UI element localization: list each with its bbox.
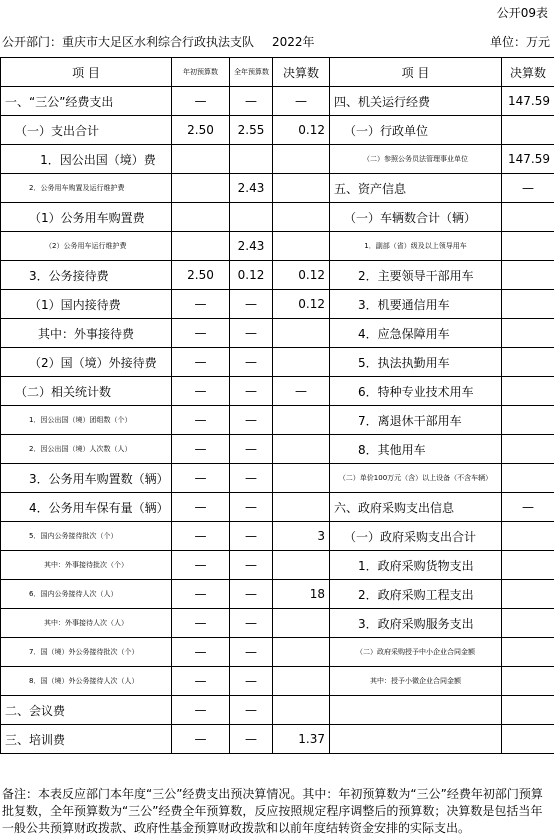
col-header-final-right: 决算数 bbox=[502, 58, 554, 87]
full-year-budget-cell: — bbox=[230, 464, 273, 493]
report-year: 2022年 bbox=[272, 35, 315, 49]
final-cell: 0.12 bbox=[273, 116, 330, 145]
table-row bbox=[1, 348, 554, 377]
table-row bbox=[1, 174, 554, 203]
right-final-cell bbox=[502, 290, 554, 319]
final-cell bbox=[273, 348, 330, 377]
row-item: 一、“三公”经费支出 bbox=[1, 87, 172, 116]
final-cell bbox=[273, 319, 330, 348]
table-row bbox=[1, 667, 554, 696]
right-final-cell bbox=[502, 348, 554, 377]
table-row bbox=[1, 522, 554, 551]
initial-budget-cell: — bbox=[172, 493, 230, 522]
right-final-cell bbox=[502, 725, 554, 754]
full-year-budget-cell: — bbox=[230, 609, 273, 638]
right-final-cell bbox=[502, 203, 554, 232]
right-item: 2．主要领导干部用车 bbox=[330, 261, 502, 290]
right-item: 2．政府采购工程支出 bbox=[330, 580, 502, 609]
row-item: 4．公务用车保有量（辆） bbox=[1, 493, 172, 522]
right-item: （一）行政单位 bbox=[330, 116, 502, 145]
full-year-budget-cell: — bbox=[230, 580, 273, 609]
right-final-cell: — bbox=[502, 174, 554, 203]
right-item: 4．应急保障用车 bbox=[330, 319, 502, 348]
table-row bbox=[1, 87, 554, 116]
col-header-item: 项 目 bbox=[1, 58, 172, 87]
right-item: （一）政府采购支出合计 bbox=[330, 522, 502, 551]
right-final-cell bbox=[502, 522, 554, 551]
right-item: 3．政府采购服务支出 bbox=[330, 609, 502, 638]
final-cell bbox=[273, 493, 330, 522]
initial-budget-cell bbox=[172, 232, 230, 261]
row-item: （1）国内接待费 bbox=[1, 290, 172, 319]
full-year-budget-cell: — bbox=[230, 551, 273, 580]
table-row bbox=[1, 377, 554, 406]
initial-budget-cell: — bbox=[172, 522, 230, 551]
right-final-cell bbox=[502, 638, 554, 667]
full-year-budget-cell bbox=[230, 203, 273, 232]
right-item: 六、政府采购支出信息 bbox=[330, 493, 502, 522]
initial-budget-cell: — bbox=[172, 406, 230, 435]
row-item: 2．公务用车购置及运行维护费 bbox=[1, 174, 172, 203]
right-item: （一）车辆数合计（辆） bbox=[330, 203, 502, 232]
initial-budget-cell: — bbox=[172, 348, 230, 377]
right-item: 8．其他用车 bbox=[330, 435, 502, 464]
row-item: 其中：外事接待批次（个） bbox=[1, 551, 172, 580]
initial-budget-cell: — bbox=[172, 464, 230, 493]
table-row bbox=[1, 435, 554, 464]
initial-budget-cell: — bbox=[172, 377, 230, 406]
table-number: 公开09表 bbox=[496, 6, 548, 20]
full-year-budget-cell: — bbox=[230, 87, 273, 116]
row-item: 1．因公出国（境）费 bbox=[1, 145, 172, 174]
table-row bbox=[1, 464, 554, 493]
final-cell bbox=[273, 145, 330, 174]
table-row bbox=[1, 319, 554, 348]
right-final-cell: 147.59 bbox=[502, 145, 554, 174]
right-final-cell bbox=[502, 609, 554, 638]
initial-budget-cell bbox=[172, 145, 230, 174]
row-item: （1）公务用车购置费 bbox=[1, 203, 172, 232]
initial-budget-cell: — bbox=[172, 638, 230, 667]
row-item: 三、培训费 bbox=[1, 725, 172, 754]
initial-budget-cell: — bbox=[172, 696, 230, 725]
row-item: 2．因公出国（境）人次数（人） bbox=[1, 435, 172, 464]
right-final-cell bbox=[502, 667, 554, 696]
initial-budget-cell: — bbox=[172, 435, 230, 464]
table-row bbox=[1, 696, 554, 725]
right-final-cell bbox=[502, 319, 554, 348]
full-year-budget-cell: — bbox=[230, 493, 273, 522]
right-item: 1．政府采购货物支出 bbox=[330, 551, 502, 580]
row-item: 1．因公出国（境）团组数（个） bbox=[1, 406, 172, 435]
col-header-item-right: 项 目 bbox=[330, 58, 502, 87]
initial-budget-cell: — bbox=[172, 609, 230, 638]
table-row bbox=[1, 116, 554, 145]
three-public-expenses-table bbox=[0, 57, 554, 754]
initial-budget-cell: — bbox=[172, 87, 230, 116]
right-final-cell bbox=[502, 435, 554, 464]
right-item: 3．机要通信用车 bbox=[330, 290, 502, 319]
row-item: 3．公务用车购置数（辆） bbox=[1, 464, 172, 493]
department-name: 公开部门：重庆市大足区水利综合行政执法支队 bbox=[2, 35, 255, 49]
full-year-budget-cell: — bbox=[230, 696, 273, 725]
table-row bbox=[1, 203, 554, 232]
initial-budget-cell bbox=[172, 174, 230, 203]
full-year-budget-cell: — bbox=[230, 522, 273, 551]
unit-label: 单位：万元 bbox=[489, 35, 550, 49]
row-item: 6．国内公务接待人次（人） bbox=[1, 580, 172, 609]
final-cell: 0.12 bbox=[273, 290, 330, 319]
col-header-final: 决算数 bbox=[273, 58, 330, 87]
table-row bbox=[1, 725, 554, 754]
table-header-row bbox=[1, 58, 554, 87]
row-item: （2）公务用车运行维护费 bbox=[1, 232, 172, 261]
table-row bbox=[1, 638, 554, 667]
full-year-budget-cell: — bbox=[230, 377, 273, 406]
row-item: （二）相关统计数 bbox=[1, 377, 172, 406]
right-item: 6．特种专业技术用车 bbox=[330, 377, 502, 406]
initial-budget-cell: 2.50 bbox=[172, 116, 230, 145]
row-item: 3．公务接待费 bbox=[1, 261, 172, 290]
final-cell: — bbox=[273, 87, 330, 116]
final-cell bbox=[273, 174, 330, 203]
row-item: 其中：外事接待人次（人） bbox=[1, 609, 172, 638]
full-year-budget-cell: 2.43 bbox=[230, 174, 273, 203]
full-year-budget-cell: 2.55 bbox=[230, 116, 273, 145]
right-final-cell bbox=[502, 232, 554, 261]
table-body bbox=[1, 58, 554, 754]
right-final-cell bbox=[502, 377, 554, 406]
table-row bbox=[1, 261, 554, 290]
initial-budget-cell: — bbox=[172, 319, 230, 348]
row-item: （2）国（境）外接待费 bbox=[1, 348, 172, 377]
table-row bbox=[1, 609, 554, 638]
right-final-cell bbox=[502, 464, 554, 493]
full-year-budget-cell: — bbox=[230, 348, 273, 377]
right-final-cell: — bbox=[502, 493, 554, 522]
right-item: 四、机关运行经费 bbox=[330, 87, 502, 116]
final-cell bbox=[273, 638, 330, 667]
initial-budget-cell: — bbox=[172, 551, 230, 580]
row-item: 7．国（境）外公务接待批次（个） bbox=[1, 638, 172, 667]
final-cell bbox=[273, 406, 330, 435]
final-cell: 3 bbox=[273, 522, 330, 551]
full-year-budget-cell bbox=[230, 145, 273, 174]
right-item: 7．离退休干部用车 bbox=[330, 406, 502, 435]
final-cell bbox=[273, 667, 330, 696]
row-item: 其中：外事接待费 bbox=[1, 319, 172, 348]
right-item bbox=[330, 696, 502, 725]
initial-budget-cell: — bbox=[172, 290, 230, 319]
right-item: 五、资产信息 bbox=[330, 174, 502, 203]
full-year-budget-cell: 0.12 bbox=[230, 261, 273, 290]
right-final-cell bbox=[502, 406, 554, 435]
initial-budget-cell: 2.50 bbox=[172, 261, 230, 290]
final-cell bbox=[273, 464, 330, 493]
right-item: （二）单价100万元（含）以上设备（不含车辆） bbox=[330, 464, 502, 493]
final-cell: 0.12 bbox=[273, 261, 330, 290]
right-final-cell bbox=[502, 580, 554, 609]
initial-budget-cell: — bbox=[172, 580, 230, 609]
initial-budget-cell bbox=[172, 203, 230, 232]
right-item: 1．副部（省）级及以上领导用车 bbox=[330, 232, 502, 261]
full-year-budget-cell: — bbox=[230, 435, 273, 464]
full-year-budget-cell: — bbox=[230, 638, 273, 667]
table-row bbox=[1, 406, 554, 435]
table-header-info bbox=[0, 33, 554, 51]
right-item: 5．执法执勤用车 bbox=[330, 348, 502, 377]
table-row bbox=[1, 145, 554, 174]
final-cell bbox=[273, 435, 330, 464]
table-row bbox=[1, 551, 554, 580]
full-year-budget-cell: — bbox=[230, 319, 273, 348]
right-final-cell bbox=[502, 261, 554, 290]
col-header-initial-budget: 年初预算数 bbox=[172, 58, 230, 87]
final-cell: 18 bbox=[273, 580, 330, 609]
col-header-full-year-budget: 全年预算数 bbox=[230, 58, 273, 87]
table-row bbox=[1, 290, 554, 319]
right-item bbox=[330, 725, 502, 754]
footnote: 备注：本表反应部门本年度“三公”经费支出预决算情况。其中：年初预算数为“三公”经费年初部门预算批复数，全年预算数为“三公”经费全年预算数，反应按照规定程序调整后的预算数；决算数是包括当年一般公共预算财政拨款、政府性基金预算财政拨款和以前年度结转资金安排的实际支出。 bbox=[2, 787, 543, 835]
full-year-budget-cell: — bbox=[230, 290, 273, 319]
final-cell: — bbox=[273, 377, 330, 406]
right-item: （二）政府采购授予中小企业合同金额 bbox=[330, 638, 502, 667]
right-final-cell bbox=[502, 696, 554, 725]
row-item: 5．国内公务接待批次（个） bbox=[1, 522, 172, 551]
table-row bbox=[1, 580, 554, 609]
right-final-cell bbox=[502, 116, 554, 145]
row-item: 二、会议费 bbox=[1, 696, 172, 725]
row-item: （一）支出合计 bbox=[1, 116, 172, 145]
right-item: 其中：授予小微企业合同金额 bbox=[330, 667, 502, 696]
final-cell bbox=[273, 232, 330, 261]
initial-budget-cell: — bbox=[172, 725, 230, 754]
table-row bbox=[1, 493, 554, 522]
right-item: （二）参照公务员法管理事业单位 bbox=[330, 145, 502, 174]
full-year-budget-cell: — bbox=[230, 406, 273, 435]
right-final-cell bbox=[502, 551, 554, 580]
final-cell bbox=[273, 609, 330, 638]
final-cell bbox=[273, 203, 330, 232]
right-final-cell: 147.59 bbox=[502, 87, 554, 116]
initial-budget-cell: — bbox=[172, 667, 230, 696]
final-cell: 1.37 bbox=[273, 725, 330, 754]
final-cell bbox=[273, 551, 330, 580]
full-year-budget-cell: — bbox=[230, 725, 273, 754]
final-cell bbox=[273, 696, 330, 725]
table-row bbox=[1, 232, 554, 261]
full-year-budget-cell: 2.43 bbox=[230, 232, 273, 261]
row-item: 8．国（境）外公务接待人次（人） bbox=[1, 667, 172, 696]
full-year-budget-cell: — bbox=[230, 667, 273, 696]
